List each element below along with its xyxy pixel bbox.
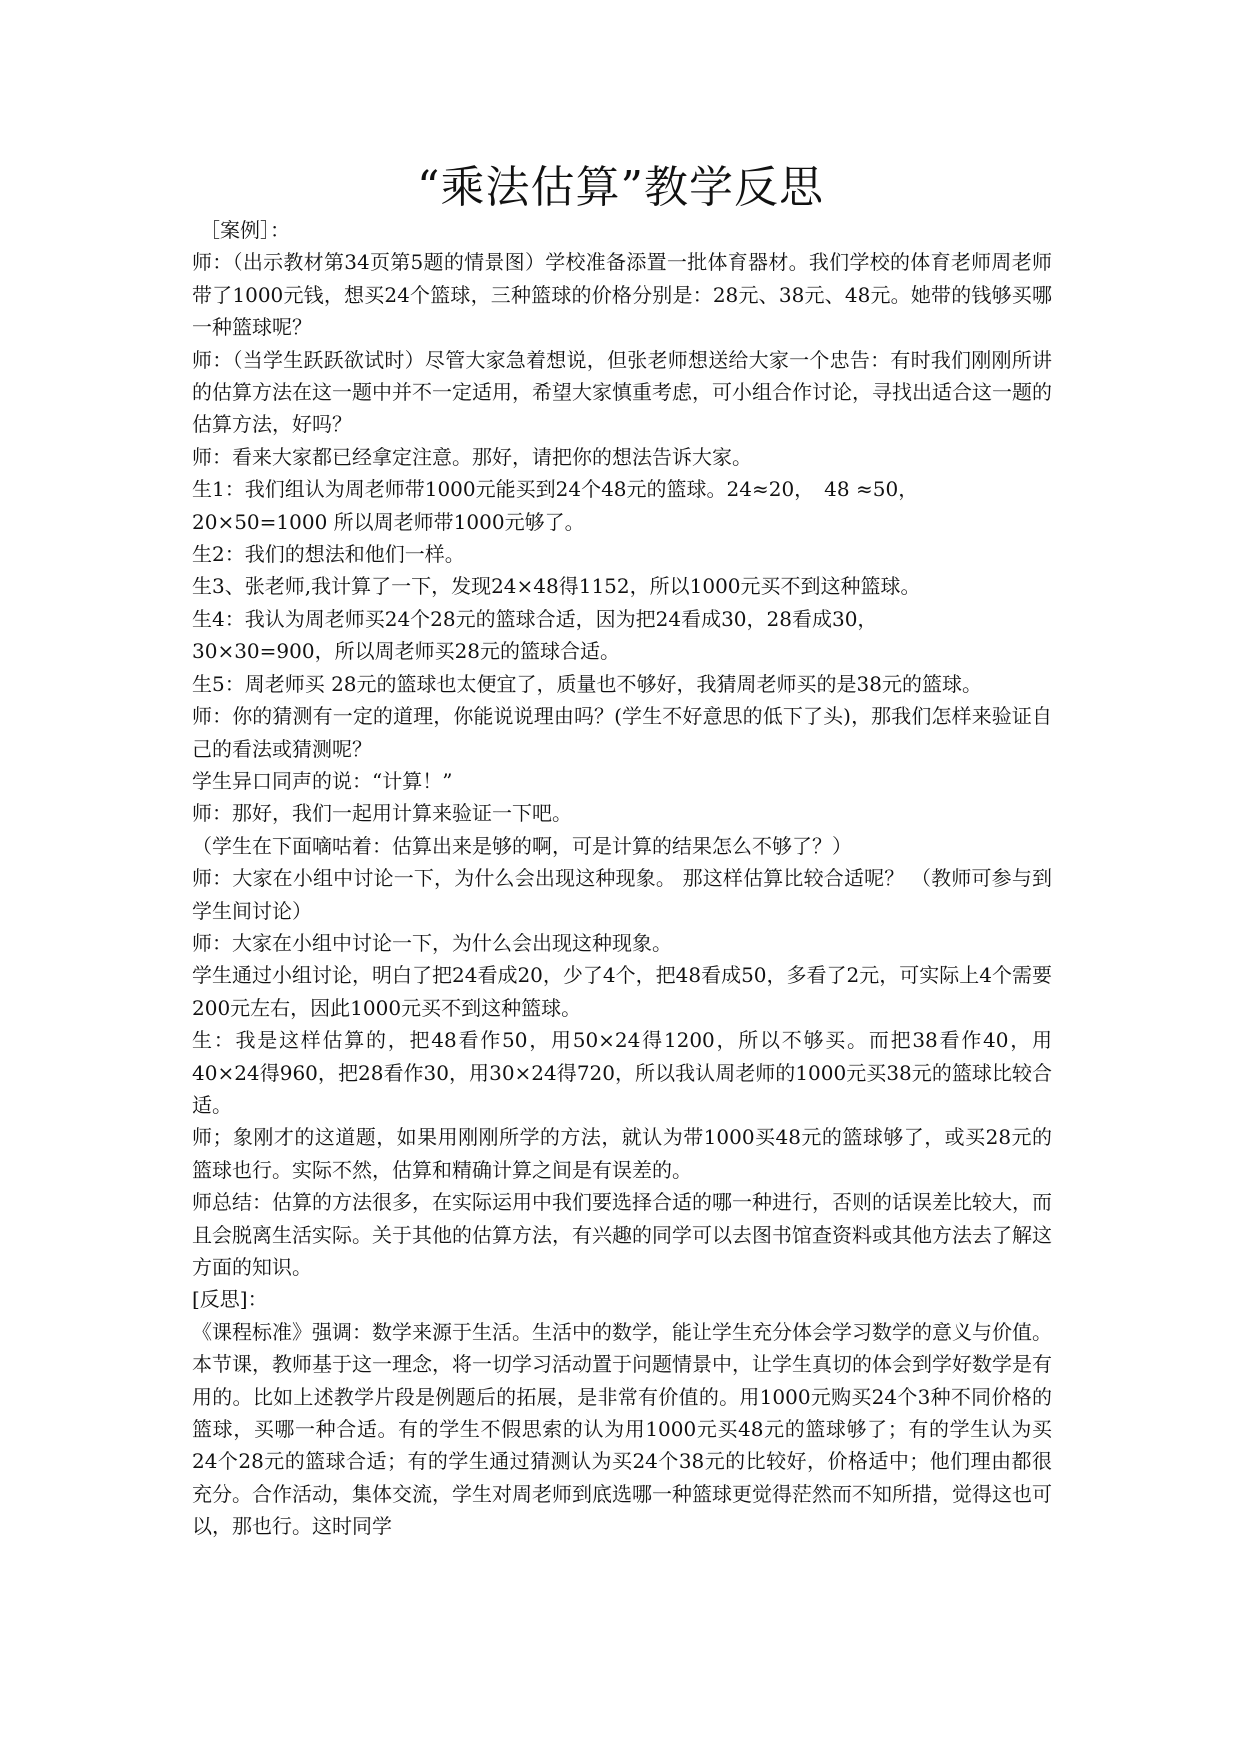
paragraph: 学生异口同声的说：“计算！” — [192, 768, 453, 793]
paragraph: （学生在下面嘀咕着：估算出来是够的啊，可是计算的结果怎么不够了？） — [192, 833, 852, 858]
paragraph: 生：我是这样估算的，把48看作50，用50×24得1200，所以不够买。而把38看作40，用40×24得960，把28看作30，用30×24得720，所以我认周老师的1000元买38元的篮球比较合适。 — [192, 1028, 1052, 1117]
paragraph: 生5：周老师买 28元的篮球也太便宜了，质量也不够好，我猜周老师买的是38元的篮球。 — [192, 671, 982, 696]
paragraph: 师总结：估算的方法很多，在实际运用中我们要选择合适的哪一种进行，否则的话误差比较大，而且会脱离生活实际。关于其他的估算方法，有兴趣的同学可以去图书馆查资料或其他方法去了解这方面的知识。 — [192, 1190, 1052, 1279]
paragraph: 20×50=1000 所以周老师带1000元够了。 — [192, 509, 585, 534]
paragraph: 师：（当学生跃跃欲试时）尽管大家急着想说，但张老师想送给大家一个忠告：有时我们刚刚所讲的估算方法在这一题中并不一定适用，希望大家慎重考虑，可小组合作讨论，寻找出适合这一题的估算方法，好吗？ — [192, 347, 1052, 437]
paragraph: 师；象刚才的这道题，如果用刚刚所学的方法，就认为带1000买48元的篮球够了，或买28元的篮球也行。实际不然，估算和精确计算之间是有误差的。 — [192, 1125, 1052, 1182]
paragraph: 《课程标准》强调：数学来源于生活。生活中的数学，能让学生充分体会学习数学的意义与价值。本节课，教师基于这一理念，将一切学习活动置于问题情景中，让学生真切的体会到学好数学是有用的。比如上述教学片段是例题后的拓展，是非常有价值的。用1000元购买24个3种不同价格的篮球，买哪一种合适。有的学生不假思索的认为用1000元买48元的篮球够了；有的学生认为买24个28元的篮球合适；有的学生通过猜测认为买24个38元的比较好，价格适中；他们理由都很充分。合作活动，集体交流，学生对周老师到底选哪一种篮球更觉得茫然而不知所措，觉得这也可以，那也行。这时同学 — [192, 1319, 1052, 1539]
paragraph: 学生通过小组讨论，明白了把24看成20，少了4个，把48看成50，多看了2元，可实际上4个需要200元左右，因此1000元买不到这种篮球。 — [192, 963, 1052, 1020]
paragraph: 生3、张老师,我计算了一下，发现24×48得1152，所以1000元买不到这种篮球。 — [192, 574, 921, 599]
document-title: “乘法估算”教学反思 — [417, 162, 824, 213]
paragraph: 师：（出示教材第34页第5题的情景图）学校准备添置一批体育器材。我们学校的体育老师周老师带了1000元钱，想买24个篮球，三种篮球的价格分别是：28元、38元、48元。她带的钱够买哪一种篮球呢？ — [192, 250, 1052, 340]
document-body — [192, 214, 1052, 1543]
paragraph: 师：你的猜测有一定的道理，你能说说理由吗？(学生不好意思的低下了头)，那我们怎样来验证自己的看法或猜测呢？ — [192, 704, 1052, 761]
paragraph: 生4：我认为周老师买24个28元的篮球合适，因为把24看成30，28看成30， — [192, 606, 878, 631]
paragraph: 生1：我们组认为周老师带1000元能买到24个48元的篮球。24≈20， 48 ≈50， — [192, 477, 919, 502]
paragraph: 师：大家在小组中讨论一下，为什么会出现这种现象。 那这样估算比较合适呢？ （教师可参与到学生间讨论） — [192, 866, 1052, 923]
paragraph: 生2：我们的想法和他们一样。 — [192, 542, 465, 567]
section-heading-reflection: [反思]： — [192, 1287, 268, 1312]
section-heading-case: ［案例］： — [200, 218, 290, 242]
paragraph: 师：看来大家都已经拿定注意。那好，请把你的想法告诉大家。 — [192, 444, 752, 469]
paragraph: 30×30=900，所以周老师买28元的篮球合适。 — [192, 639, 621, 664]
paragraph: 师：大家在小组中讨论一下，为什么会出现这种现象。 — [192, 930, 672, 955]
paragraph: 师：那好，我们一起用计算来验证一下吧。 — [192, 801, 572, 826]
